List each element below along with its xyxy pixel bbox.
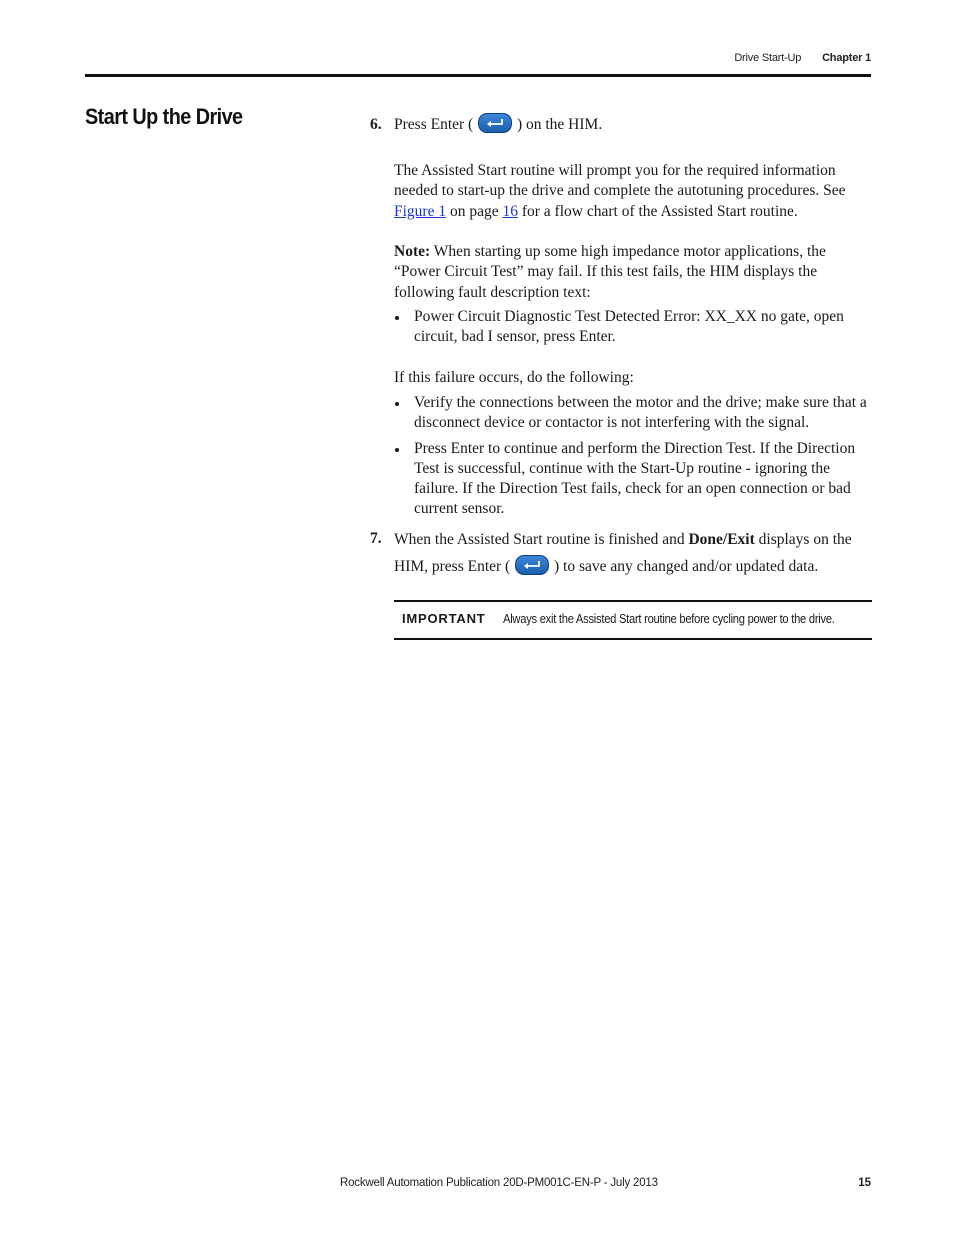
figure-1-link[interactable]: Figure 1 xyxy=(394,202,447,220)
failure-intro: If this failure occurs, do the following: xyxy=(394,369,634,386)
para-text: for a flow chart of the Assisted Start routine. xyxy=(521,202,798,220)
list-item: Press Enter to continue and perform the Direction Test. If the Direction Test is successful, continue with the Start-Up routine - ignoring the failure. If the Direction Test fails, check for an open connection or bad current sensor. xyxy=(394,439,872,520)
para-text: on page xyxy=(449,202,499,220)
note-paragraph xyxy=(394,242,872,303)
list-item: Verify the connections between the motor and the drive; make sure that a disconnect device or contactor is not interfering with the signal. xyxy=(394,393,872,434)
step-7-before: When the Assisted Start routine is finished and xyxy=(394,531,685,548)
fault-bullet-list xyxy=(394,307,872,348)
step-7-after: displays on the HIM, press Enter ( xyxy=(394,531,852,575)
step-6-lead xyxy=(394,115,872,135)
step-7-text xyxy=(394,526,872,580)
step-6-number: 6. xyxy=(370,116,382,133)
header-section-name: Drive Start-Up xyxy=(734,52,802,64)
header-rule xyxy=(85,74,871,77)
important-callout xyxy=(394,600,872,640)
footer-publication: Rockwell Automation Publication 20D-PM001C-EN-P - July 2013 xyxy=(340,1177,658,1189)
failure-list-container xyxy=(394,393,872,525)
para-text: The Assisted Start routine will prompt you for the required information needed to start-up the drive and complete the autotuning procedures. See xyxy=(394,162,846,200)
note-label: Note: xyxy=(394,243,431,260)
list-item: Power Circuit Diagnostic Test Detected Error: XX_XX no gate, open circuit, bad I sensor, press Enter. xyxy=(394,307,872,348)
footer-page-number: 15 xyxy=(858,1177,871,1189)
important-text: Always exit the Assisted Start routine before cycling power to the drive. xyxy=(503,611,835,626)
running-header xyxy=(734,52,871,64)
fault-list-container xyxy=(394,307,872,353)
done-exit-label: Done/Exit xyxy=(688,531,755,548)
important-label: IMPORTANT xyxy=(402,611,486,626)
page-16-link[interactable]: 16 xyxy=(502,202,518,220)
step-7-number: 7. xyxy=(370,530,382,547)
step-7-tail: ) to save any changed and/or updated data. xyxy=(553,558,819,575)
failure-bullet-list xyxy=(394,393,872,520)
step-6-paragraph xyxy=(394,161,872,222)
note-text: When starting up some high impedance motor applications, the “Power Circuit Test” may fail. If this test fails, the HIM displays the following fault description text: xyxy=(394,243,826,301)
enter-key-icon xyxy=(478,113,512,133)
section-title: Start Up the Drive xyxy=(85,104,243,129)
step-6-lead-text: Press Enter ( xyxy=(394,116,474,133)
enter-key-icon xyxy=(515,555,549,575)
step-6-tail-text: ) on the HIM. xyxy=(516,116,603,133)
header-chapter: Chapter 1 xyxy=(822,52,871,64)
